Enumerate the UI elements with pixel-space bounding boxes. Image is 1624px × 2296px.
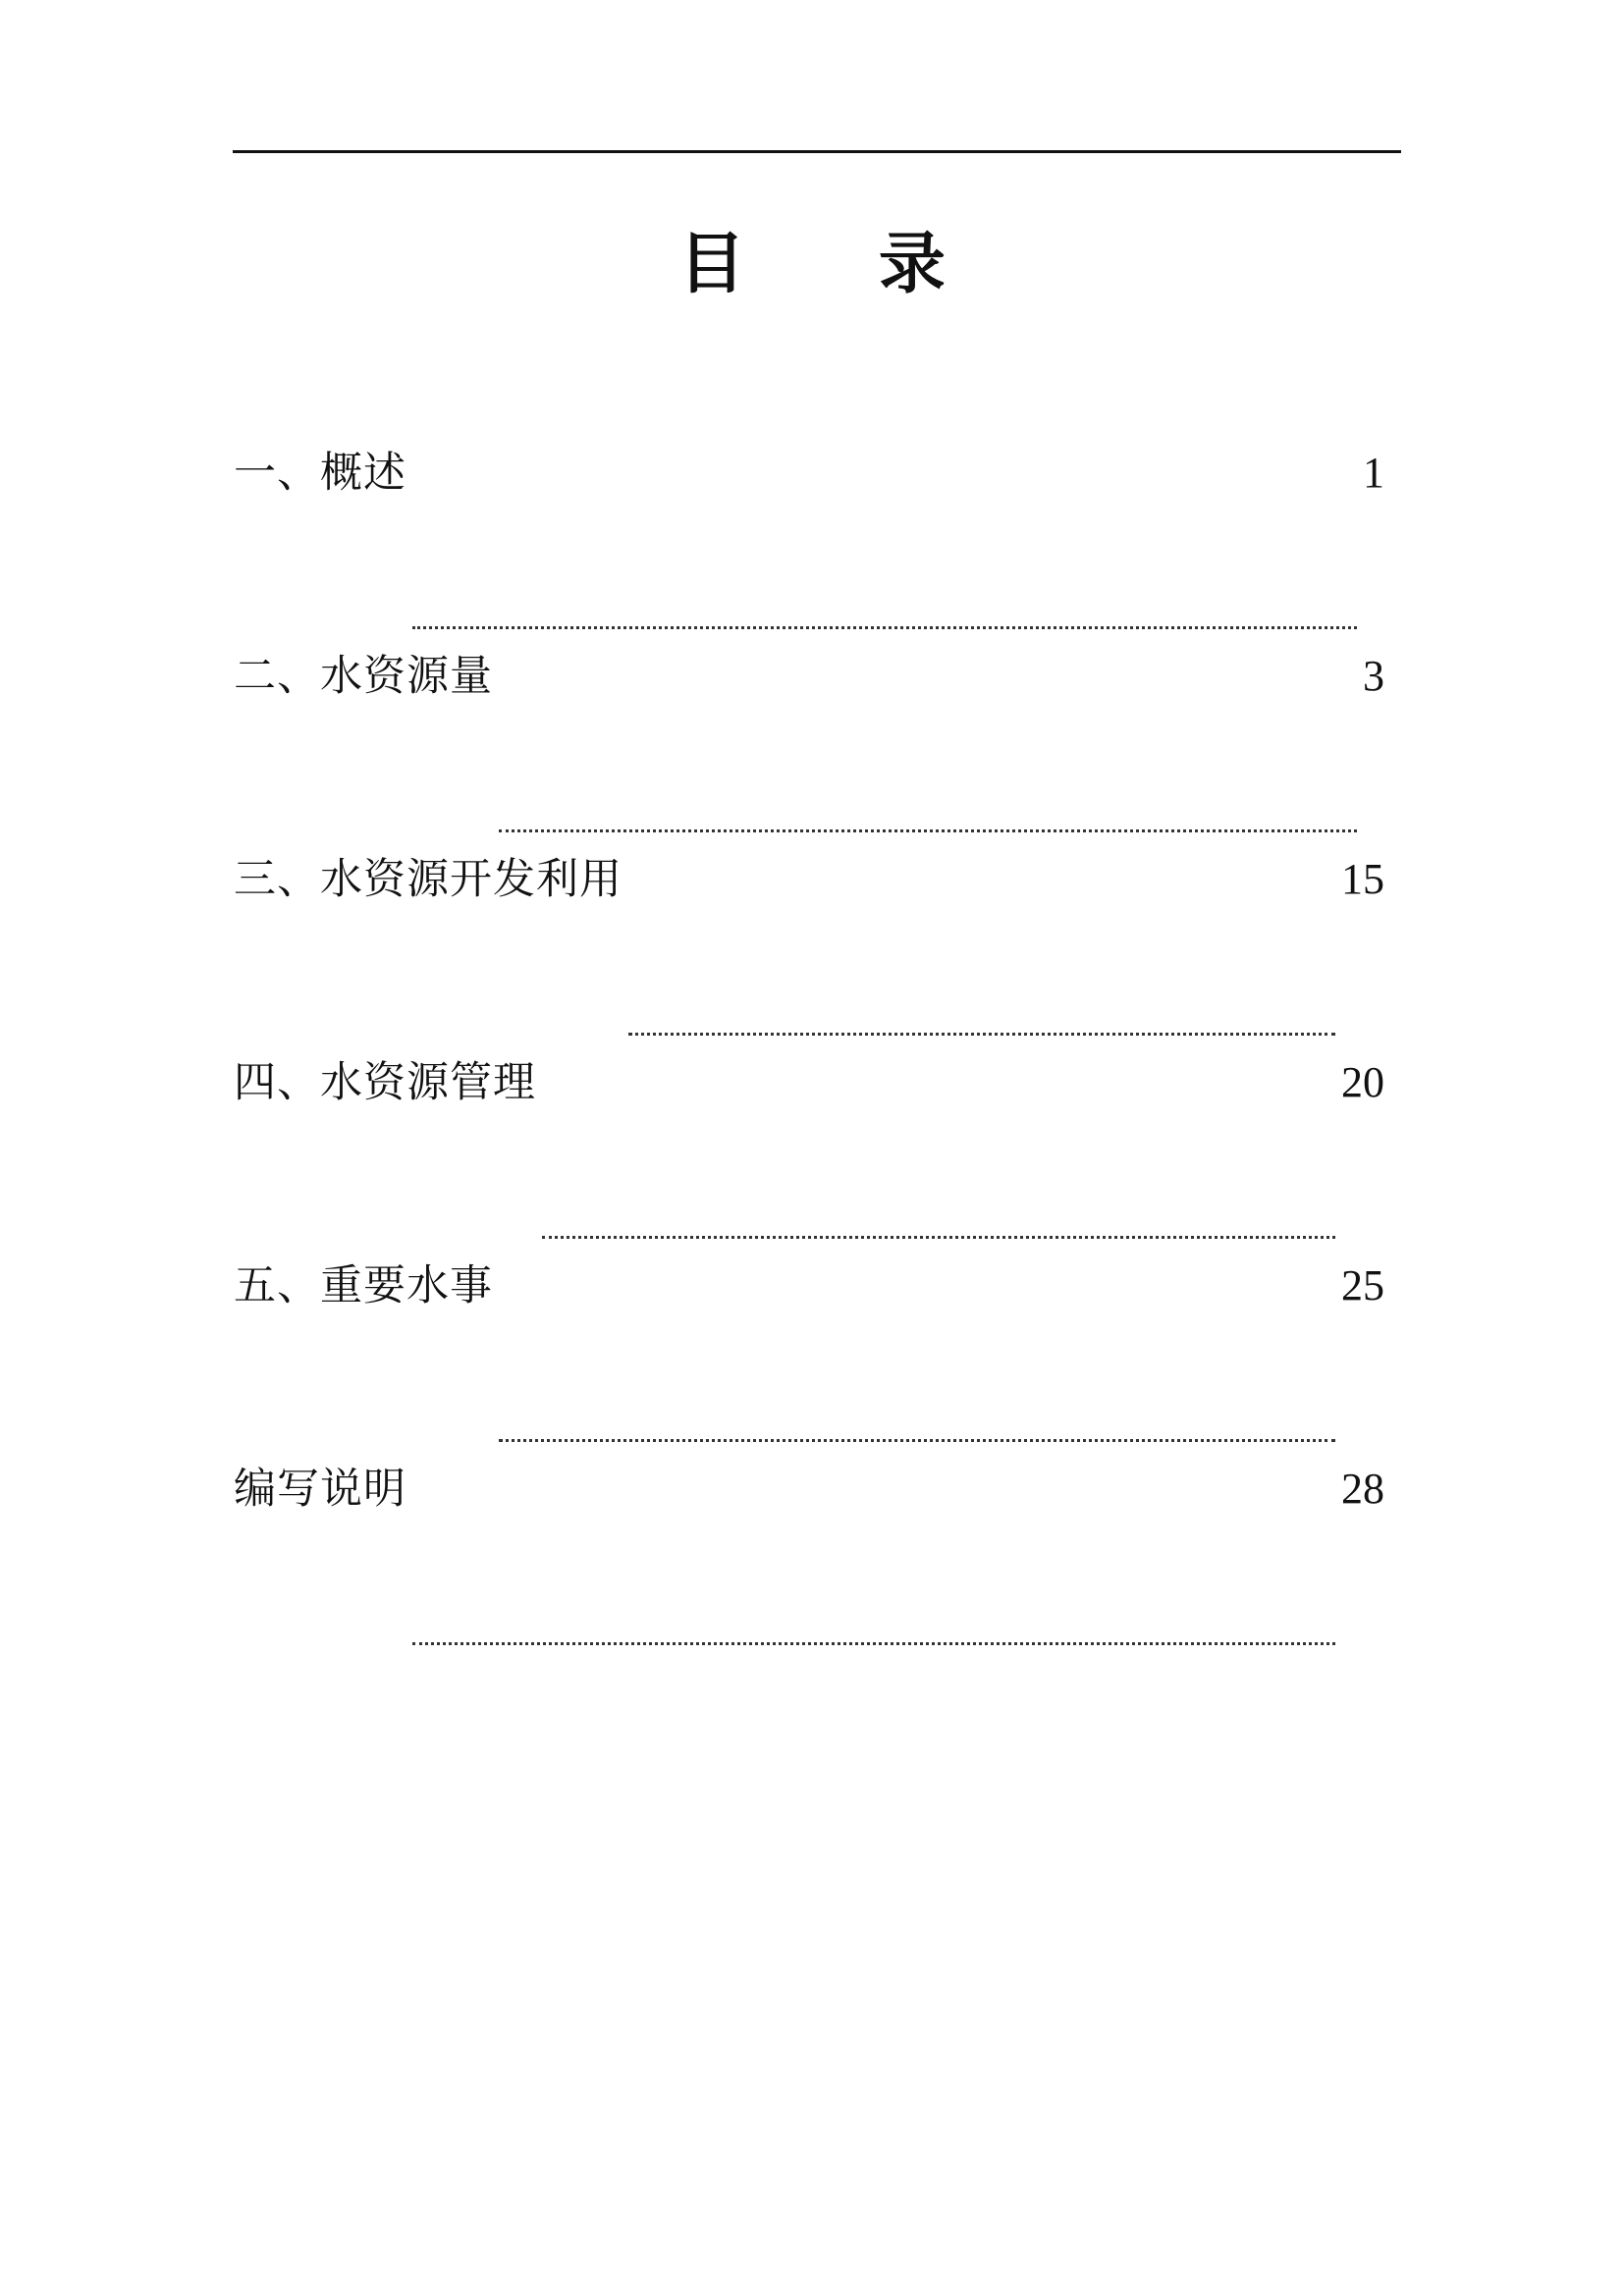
toc-leader-dots [499, 1439, 1335, 1442]
toc-entry-page: 3 [1363, 652, 1384, 700]
toc-leader-dots [542, 1236, 1335, 1239]
toc-entry-water-quantity[interactable] [234, 647, 1384, 850]
table-of-contents [234, 444, 1384, 1663]
header-rule [233, 150, 1401, 153]
toc-entry-page: 1 [1363, 449, 1384, 497]
toc-entry-overview[interactable] [234, 444, 1384, 647]
toc-entry-label: 二、水资源量 [234, 652, 493, 701]
toc-entry-label: 编写说明 [234, 1465, 406, 1514]
toc-leader-dots [628, 1033, 1335, 1036]
toc-entry-notes[interactable] [234, 1460, 1384, 1663]
toc-entry-label: 三、水资源开发利用 [234, 855, 623, 904]
toc-entry-label: 五、重要水事 [234, 1261, 493, 1310]
page-title: 目 录 [678, 226, 1001, 303]
toc-entry-major-events[interactable] [234, 1256, 1384, 1460]
toc-leader-dots [412, 626, 1357, 629]
toc-entry-label: 一、概述 [234, 449, 406, 498]
toc-entry-page: 20 [1341, 1058, 1384, 1106]
toc-entry-page: 15 [1341, 855, 1384, 903]
toc-leader-dots [499, 829, 1357, 832]
toc-entry-water-management[interactable] [234, 1053, 1384, 1256]
toc-leader-dots [412, 1642, 1335, 1645]
toc-entry-page: 28 [1341, 1465, 1384, 1513]
toc-entry-page: 25 [1341, 1261, 1384, 1309]
toc-entry-label: 四、水资源管理 [234, 1058, 536, 1107]
toc-entry-water-development[interactable] [234, 850, 1384, 1053]
